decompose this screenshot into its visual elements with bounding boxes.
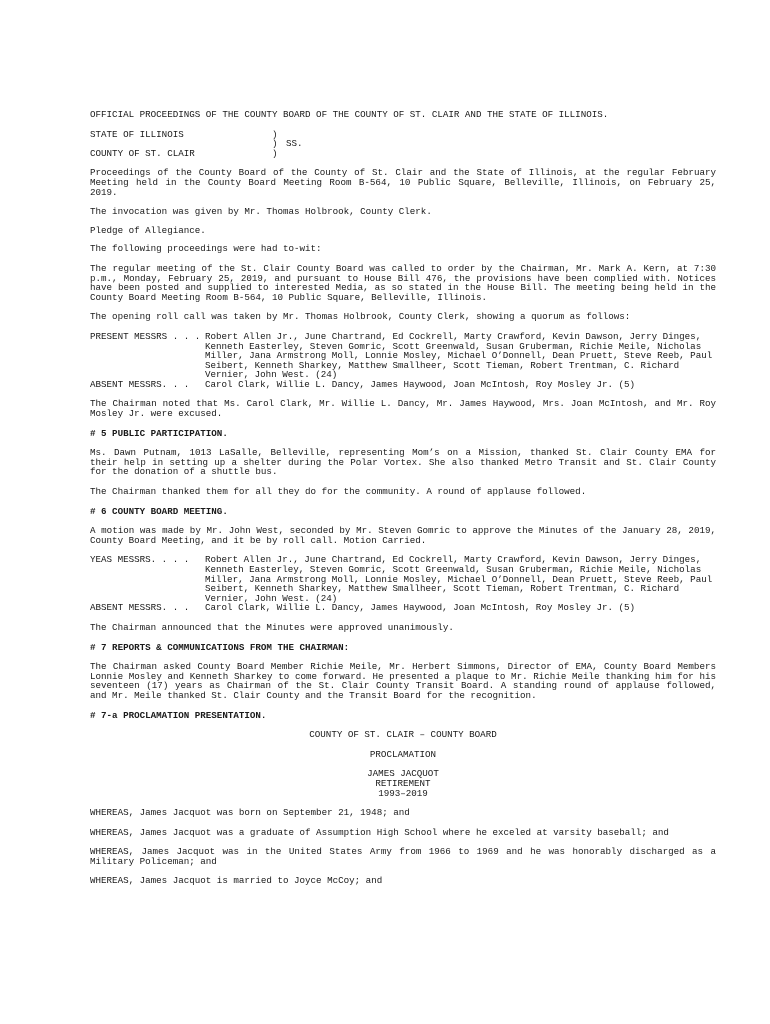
caption-county: COUNTY OF ST. CLAIR [90,147,195,159]
absent-roll [90,380,716,390]
proclamation-years: 1993–2019 [378,787,428,799]
pledge-paragraph: Pledge of Allegiance. [90,224,206,236]
caption-paren: ) [272,147,278,159]
absent-label: ABSENT MESSRS. . . [90,378,195,390]
section-5-paragraph: Ms. Dawn Putnam, 1013 LaSalle, Belleville, representing Mom’s on a Mission, thanked St. Clair County EMA for their help in setting up a shelter during the Polar Vortex. She also thanked Metro Transit and St. Clair County for the donation of a shuttle bus. [90,447,716,478]
whereas-clause: WHEREAS, James Jacquot was a graduate of Assumption High School where he exceled at varsity baseball; and [90,826,669,838]
present-names: Robert Allen Jr., June Chartrand, Ed Cockrell, Marty Crawford, Kevin Dawson, Jerry Dinges, Kenneth Easterley, Steven Gomric, Scott Greenwald, Susan Gruberman, Richie Meile, Nicholas Miller, Jana Armstrong Moll, Lonnie Mosley, Michael O’Donnell, Dean Pruett, Steve Reeb, Paul Seibert, Kenneth Sharkey, Matthew Smallheer, Scott Tieman, Robert Trentman, C. Richard Vernier, John West. (24) [205,330,713,381]
absent-label-2: ABSENT MESSRS. . . [90,602,195,614]
section-6-motion: A motion was made by Mr. John West, seconded by Mr. Steven Gomric to approve the Minutes of the January 28, 2019, County Board Meeting, and it be by roll call. Motion Carried. [90,525,716,546]
caption-paren: ) [272,128,278,140]
excused-paragraph: The Chairman noted that Ms. Carol Clark, Mr. Willie L. Dancy, Mr. James Haywood, Mrs. Joan McIntosh, and Mr. Roy Mosley Jr. were excused. [90,398,716,420]
section-6-heading: # 6 COUNTY BOARD MEETING. [90,505,228,517]
invocation-paragraph: The invocation was given by Mr. Thomas Holbrook, County Clerk. [90,206,432,218]
document-title: OFFICIAL PROCEEDINGS OF THE COUNTY BOARD OF THE COUNTY OF ST. CLAIR AND THE STATE OF ILLINOIS. [90,109,609,120]
caption-row-state [90,130,716,140]
present-label: PRESENT MESSRS . . . [90,330,206,342]
present-roll [90,332,716,380]
venue-caption [90,130,716,159]
intro-paragraph: Proceedings of the County Board of the County of St. Clair and the State of Illinois, at the regular February Meeting held in the County Board Meeting Room B-564, 10 Public Square, Belleville, Illinois, on February 25, 2019. [90,167,716,198]
caption-row-county [90,149,716,159]
document-body [90,110,716,886]
yeas-names: Robert Allen Jr., June Chartrand, Ed Cockrell, Marty Crawford, Kevin Dawson, Jerry Dinges, Kenneth Easterley, Steven Gomric, Scott Greenwald, Susan Gruberman, Richie Meile, Nicholas Miller, Jana Armstrong Moll, Lonnie Mosley, Michael O’Donnell, Dean Pruett, Steve Reeb, Paul Seibert, Kenneth Sharkey, Matthew Smallheer, Scott Tieman, Robert Trentman, C. Richard Vernier, John West. (24) [205,554,713,604]
caption-state: STATE OF ILLINOIS [90,128,184,140]
absent-roll-2 [90,603,716,613]
yeas-label: YEAS MESSRS. . . . [90,554,195,566]
absent-names: Carol Clark, Willie L. Dancy, James Haywood, Joan McIntosh, Roy Mosley Jr. (5) [205,378,636,390]
whereas-clause: WHEREAS, James Jacquot was born on September 21, 1948; and [90,807,410,819]
proclamation-title: PROCLAMATION [369,748,437,760]
proclamation-retirement: RETIREMENT [375,777,431,789]
caption-paren: ) [272,138,278,150]
section-5-closing: The Chairman thanked them for all they do for the community. A round of applause followed. [90,486,587,498]
whereas-clause: WHEREAS, James Jacquot is married to Joyce McCoy; and [90,875,383,887]
section-7a-heading: # 7-a PROCLAMATION PRESENTATION. [90,709,267,721]
yeas-roll [90,555,716,603]
roll-call-intro: The opening roll call was taken by Mr. Thomas Holbrook, County Clerk, showing a quorum as follows: [90,311,631,323]
call-to-order-paragraph: The regular meeting of the St. Clair County Board was called to order by the Chairman, Mr. Mark A. Kern, at 7:30 p.m., Monday, February 25, 2019, and pursuant to House Bill 476, the provisions have been complied with. Notices have been posted and supplied to interested Media, as so stated in the House Bill. The meeting being held in the County Board Meeting Room B-564, 10 Public Square, Belleville, Illinois. [90,262,716,303]
proclamation-name: JAMES JACQUOT [367,768,439,780]
section-7-paragraph: The Chairman asked County Board Member Richie Meile, Mr. Herbert Simmons, Director of EMA, County Board Members Lonnie Mosley and Kenneth Sharkey to come forward. He presented a plaque to Mr. Richie Meile thanking him for his seventeen (17) years as Chairman of the St. Clair County Transit Board. A standing round of applause followed, and Mr. Meile thanked St. Clair County and the Transit Board for the recognition. [90,661,716,701]
proceedings-paragraph: The following proceedings were had to-wit: [90,243,322,255]
section-7-heading: # 7 REPORTS & COMMUNICATIONS FROM THE CHAIRMAN: [90,641,350,653]
absent-names-2: Carol Clark, Willie L. Dancy, James Haywood, Joan McIntosh, Roy Mosley Jr. (5) [205,602,636,614]
whereas-clause: WHEREAS, James Jacquot was in the United States Army from 1966 to 1969 and he was honorably discharged as a Military Policeman; and [90,846,716,867]
section-5-heading: # 5 PUBLIC PARTICIPATION. [90,427,228,439]
caption-ss: SS. [286,138,303,150]
section-6-approved: The Chairman announced that the Minutes were approved unanimously. [90,621,454,633]
proclamation-board: COUNTY OF ST. CLAIR – COUNTY BOARD [309,729,497,741]
